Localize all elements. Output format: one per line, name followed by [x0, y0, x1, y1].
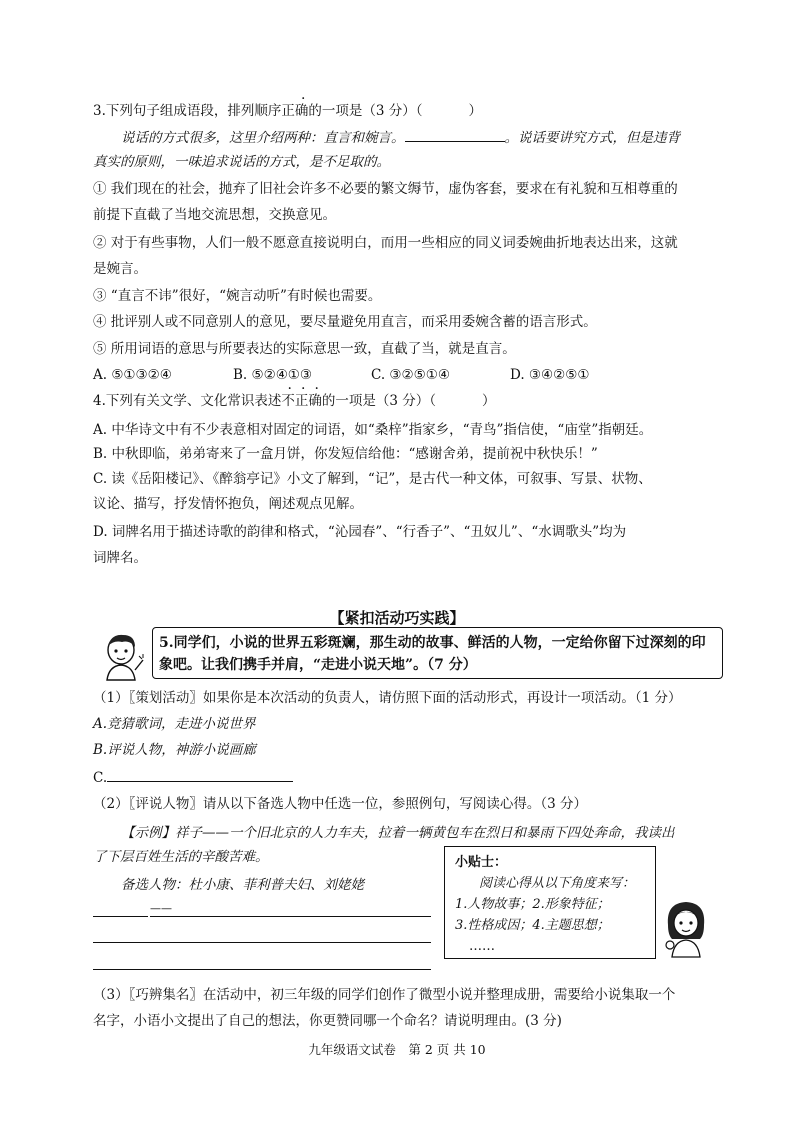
q5-part3-cont: 名字，小语小文提出了自己的想法，你更赞同哪一个命名？请说明理由。(3 分): [93, 1013, 562, 1029]
tips-box: [444, 846, 656, 959]
tips-line: 1.人物故事；2.形象特征；: [455, 897, 610, 912]
example-text: 【示例】祥子——一个旧北京的人力车夫，拉着一辆黄包车在烈日和暴雨下四处奔命，我读出: [121, 825, 675, 841]
q3-item-5: ⑤ 所用词语的意思与所要表达的实际意思一致，直截了当，就是直言。: [93, 341, 516, 357]
answer-line[interactable]: [93, 916, 148, 917]
answer-line[interactable]: [93, 969, 431, 970]
q5-part1: （1）〖策划活动〗如果你是本次活动的负责人，请仿照下面的活动形式，再设计一项活动。（1 分）: [93, 690, 682, 706]
q4-option-b[interactable]: B. 中秋即临，弟弟寄来了一盒月饼，你发短信给他：“感谢舍弟，提前祝中秋快乐！”: [93, 446, 598, 462]
candidate-characters: 备选人物：杜小康、菲利普夫妇、刘姥姥: [121, 877, 364, 893]
emphasis-dot: 正: [294, 393, 309, 409]
q4-stem: 4.下列有关文学、文化常识表述不正确的一项是（3 分）（ ）: [93, 393, 496, 409]
q3-item-3: ③ “直言不讳”很好，“婉言动听”有时候也需要。: [93, 288, 382, 304]
tips-title: 小贴士：: [455, 855, 508, 870]
q4-option-d-cont: 词牌名。: [93, 550, 147, 566]
emphasis-dot: 确: [308, 393, 322, 409]
emphasis-dot: 确: [294, 103, 309, 119]
tips-line: 阅读心得从以下角度来写：: [479, 876, 636, 891]
activity-b: B.评说人物，神游小说画廊: [93, 742, 256, 758]
q5-part3: （3）〖巧辨集名〗在活动中，初三年级的同学们创作了微型小说并整理成册，需要给小说集取一个: [93, 987, 676, 1003]
answer-line[interactable]: [93, 942, 431, 943]
q3-item-4: ④ 批评别人或不同意别人的意见，要尽量避免用直言，而采用委婉含蓄的语言形式。: [93, 314, 597, 330]
q3-option-b[interactable]: B. ⑤②④①③: [233, 367, 313, 383]
q4-option-a[interactable]: A. 中华诗文中有不少表意相对固定的词语，如“桑梓”指家乡，“青鸟”指信使，“庙堂”指朝廷。: [93, 422, 653, 438]
q3-item-1-cont: 前提下直截了当地交流思想，交换意见。: [93, 207, 336, 223]
q4-option-c-cont: 议论、描写，抒发情怀抱负，阐述观点见解。: [93, 496, 363, 512]
page-footer: 九年级语文试卷 第 2 页 共 10: [308, 1042, 486, 1057]
q3-option-c[interactable]: C. ③②⑤①④: [371, 367, 450, 383]
activity-c: C.: [93, 767, 293, 788]
tips-line: ……: [469, 939, 495, 954]
girl-cartoon-icon: [660, 895, 712, 959]
q3-option-d[interactable]: D. ③④②⑤①: [510, 367, 590, 383]
emphasis-dot: 不: [281, 393, 295, 409]
q4-option-d[interactable]: D. 词牌名用于描述诗歌的韵律和格式，“沁园春”、“行香子”、“丑奴儿”、“水调歌头”均为: [93, 524, 627, 540]
answer-line[interactable]: [150, 916, 431, 917]
q3-intro-cont: 真实的原则，一味追求说话的方式，是不足取的。: [93, 154, 390, 170]
example-text-cont: 了下层百姓生活的辛酸苦难。: [93, 849, 269, 865]
q3-item-2-cont: 是婉言。: [93, 261, 147, 277]
q3-item-2: ② 对于有些事物，人们一般不愿意直接说明白，而用一些相应的同义词委婉曲折地表达出来，这就: [93, 235, 678, 251]
q5-part2: （2）〖评说人物〗请从以下备选人物中任选一位，参照例句，写阅读心得。（3 分）: [93, 796, 587, 812]
q5-prompt: 5.同学们，小说的世界五彩斑斓，那生动的故事、鲜活的人物，一定给你留下过深刻的印象吧。让我们携手并肩，“走进小说天地”。（7 分）: [152, 627, 723, 679]
boy-cartoon-icon: [97, 630, 149, 682]
q3-stem: 3.下列句子组成语段，排列顺序正确的一项是（3 分）（ ）: [93, 103, 483, 119]
q3-intro: 说话的方式很多，这里介绍两种：直言和婉言。 。说话要讲究方式，但是违背: [121, 127, 680, 148]
q4-option-c[interactable]: C. 读《岳阳楼记》、《醉翁亭记》小文了解到，“记”，是古代一种文体，可叙事、写景、状物、: [93, 471, 652, 487]
answer-dash: ——: [150, 902, 172, 915]
q3-item-1: ① 我们现在的社会，抛弃了旧社会许多不必要的繁文缛节，虚伪客套，要求在有礼貌和互相尊重的: [93, 181, 678, 197]
section-title: 【紧扣活动巧实践】: [329, 609, 465, 627]
answer-blank[interactable]: [107, 767, 293, 782]
activity-a: A.竞猜歌词，走进小说世界: [93, 716, 256, 732]
q3-option-a[interactable]: A. ⑤①③②④: [93, 367, 172, 383]
tips-line: 3.性格成因；4.主题思想；: [455, 918, 610, 933]
answer-blank[interactable]: [405, 127, 505, 142]
